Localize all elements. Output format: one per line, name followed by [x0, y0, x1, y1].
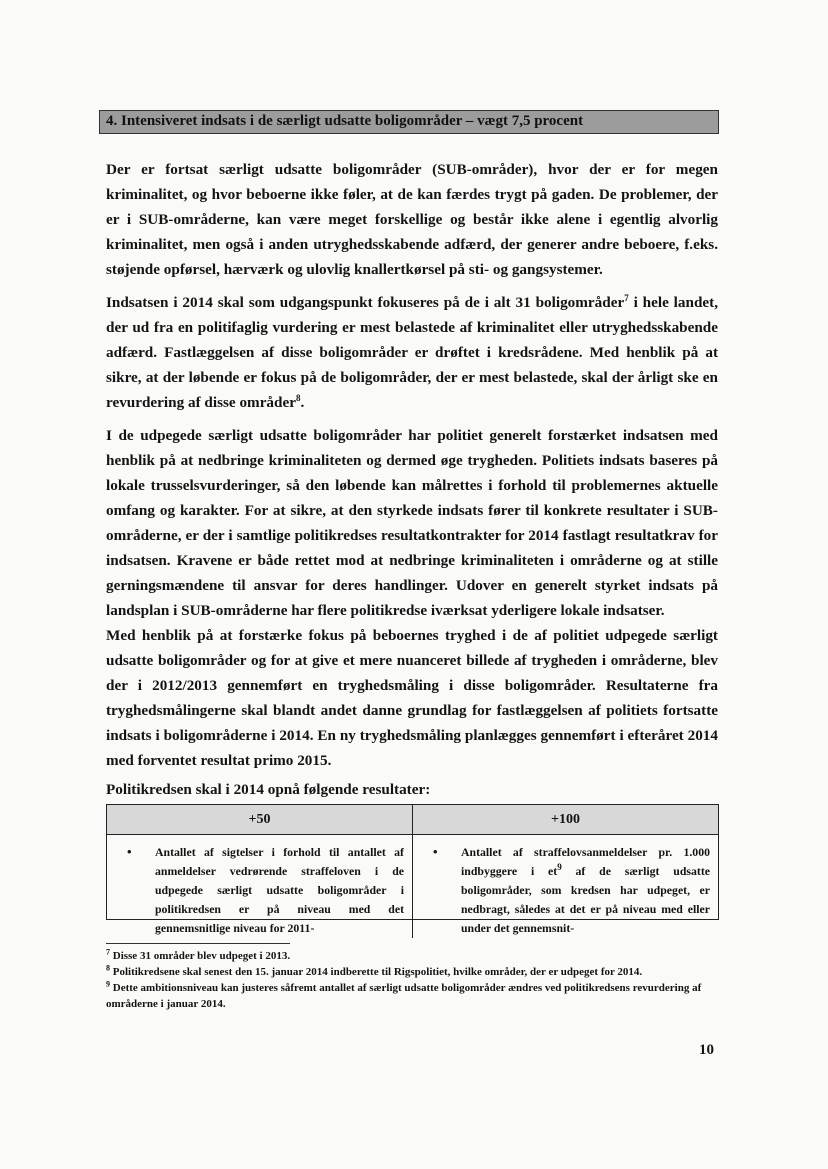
- footnote-number: 9: [106, 979, 110, 989]
- results-cell-left: [107, 835, 413, 938]
- results-cell-right-text-b: af de særligt udsatte boligområder, som kredsen har udpeget, er nedbragt, således at det er på niveau med eller under det gennemsnit-: [461, 864, 710, 935]
- paragraph-2: [106, 290, 718, 415]
- results-cell-right: [413, 835, 718, 938]
- results-cell-right-text: [461, 843, 710, 938]
- paragraph-1: Der er fortsat særligt udsatte boligområder (SUB-områder), hvor der er for megen kriminalitet, og hvor beboerne ikke føler, at de kan færdes trygt på gaden. De problemer, der er i SUB-områderne, kan være meget forskellige og består ikke alene i egentlig alvorlig kriminalitet, men også i anden utryghedsskabende adfærd, der generer andre beboere, f.eks. støjende opførsel, hærværk og ulovlig knallertkørsel på sti- og gangsystemer.: [106, 161, 718, 278]
- results-header-right: +100: [413, 805, 718, 835]
- footnote-7: [106, 948, 718, 964]
- footnote-ref-9[interactable]: 9: [557, 862, 562, 873]
- footnote-8: [106, 964, 718, 980]
- footnote-ref-8[interactable]: 8: [295, 392, 301, 403]
- footnote-9: [106, 980, 718, 1012]
- paragraph-2-text-a: Indsatsen i 2014 skal som udgangspunkt fokuseres på de i alt 31 boligområder: [106, 294, 625, 311]
- paragraph-4: Med henblik på at forstærke fokus på beboernes tryghed i de af politiet udpegede særligt udsatte boligområder og for at give et mere nuanceret billede af trygheden i områderne, blev der i 2012/2013 gennemført en tryghedsmåling i disse boligområder. Resultaterne fra tryghedsmålingerne skal blandt andet danne grundlag for fastlæggelsen af politiets fortsatte indsats i boligområderne i 2014. En ny tryghedsmåling planlægges gennemført i efteråret 2014 med forventet resultat primo 2015.: [106, 627, 718, 769]
- results-intro: Politikredsen skal i 2014 opnå følgende resultater:: [106, 781, 431, 798]
- footnote-number: 7: [106, 947, 110, 957]
- footnote-divider: [106, 943, 290, 944]
- section-heading: 4. Intensiveret indsats i de særligt udsatte boligområder – vægt 7,5 procent: [99, 110, 719, 134]
- results-cell-left-text: Antallet af sigtelser i forhold til antallet af anmeldelser vedrørende straffeloven i de udpegede særligt udsatte boligområder i politikredsen er på niveau med det gennemsnitlige niveau for 2011-: [155, 845, 404, 935]
- bullet-icon: •: [127, 844, 132, 859]
- results-table: [106, 804, 719, 935]
- footnote-number: 8: [106, 963, 110, 973]
- footnote-text: Dette ambitionsniveau kan justeres såfremt antallet af særligt udsatte boligområder ændres ved politikredsens revurdering af områderne i januar 2014.: [106, 982, 702, 1010]
- results-cell-right-text-a: Antallet af straffelovsanmeldelser pr. 1.000 indbyggere i et: [461, 845, 710, 878]
- footnotes: [106, 948, 718, 1012]
- paragraph-2-text-b: i hele landet, der ud fra en politifaglig vurdering er mest belastede af kriminalitet eller utryghedsskabende adfærd. Fastlæggelsen af disse boligområder er drøftet i kredsrådene. Med henblik på at sikre, at der løbende er fokus på de boligområder, der er mest belastede, skal der årligt ske en revurdering af disse områder: [106, 294, 718, 411]
- footnote-ref-7[interactable]: 7: [624, 292, 629, 303]
- footnote-text: Politikredsene skal senest den 15. januar 2014 indberette til Rigspolitiet, hvilke områder, der er udpeget for 2014.: [110, 966, 643, 978]
- footnote-text: Disse 31 områder blev udpeget i 2013.: [110, 950, 291, 962]
- bullet-icon: •: [433, 844, 438, 859]
- page-number: 10: [699, 1042, 714, 1058]
- paragraph-2-text-c: .: [300, 394, 305, 411]
- results-header-left: +50: [107, 805, 413, 835]
- paragraph-3: I de udpegede særligt udsatte boligområder har politiet generelt forstærket indsatsen med henblik på at nedbringe kriminaliteten og dermed øge trygheden. Politiets indsats baseres på lokale trusselsvurderinger, så den løbende kan målrettes i forhold til problemernes aktuelle omfang og karakter. For at sikre, at den styrkede indsats fører til konkrete resultater i SUB-områderne, er der i samtlige politikredses resultatkontrakter for 2014 fastlagt resultatkrav for indsatsen. Kravene er både rettet mod at nedbringe kriminaliteten i områderne og at stille gerningsmændene til ansvar for deres handlinger. Udover en generelt styrket indsats på landsplan i SUB-områderne har flere politikredse iværksat yderligere lokale indsatser.: [106, 427, 718, 619]
